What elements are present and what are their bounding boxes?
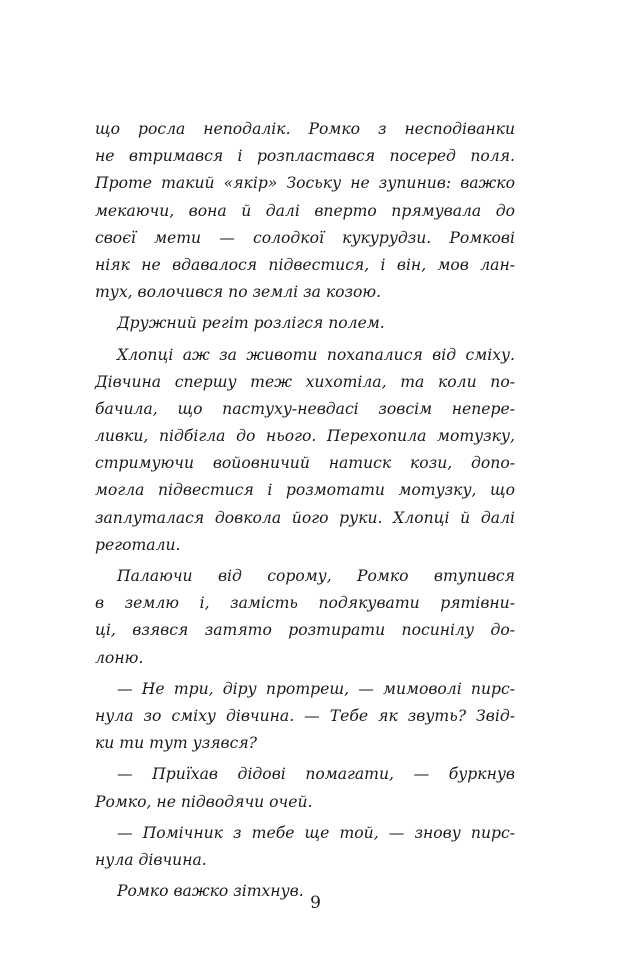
text-line: мекаючи, вона й далі вперто прямувала до — [95, 201, 515, 220]
text-line: нула дівчина. — [95, 850, 207, 869]
text-line: — Приїхав дідові помагати, — буркнув — [117, 765, 515, 784]
text-line: — Не три, діру протреш, — мимоволі пирс- — [117, 679, 515, 698]
text-line: своєї мети — солодкої кукурудзи. Ромкові — [95, 228, 515, 247]
text-line: ніяк не вдавалося підвестися, і він, мов лан- — [95, 255, 515, 274]
text-line: ки ти тут узявся? — [95, 734, 258, 753]
text-line: що росла неподалік. Ромко з несподіванки — [95, 120, 515, 138]
text-line: тух, волочився по землі за козою. — [95, 283, 382, 302]
text-line: Ромко важко зітхнув. — [117, 882, 304, 901]
text-line: бачила, що пастуху-невдасі зовсім непере- — [95, 399, 515, 418]
text-line: ливки, підбігла до нього. Перехопила мотузку, — [95, 427, 515, 446]
text-line: Дружний регіт розлігся полем. — [117, 314, 385, 333]
paragraph — [95, 676, 515, 758]
paragraph — [95, 820, 515, 874]
text-line: реготали. — [95, 535, 181, 554]
text-line: нула зо сміху дівчина. — Тебе як звуть? Звід- — [95, 706, 515, 725]
text-line: ці, взявся затято розтирати посинілу до- — [95, 621, 515, 640]
text-line: Дівчина спершу теж хихотіла, та коли по- — [95, 372, 515, 391]
text-line: заплуталася довкола його руки. Хлопці й далі — [95, 508, 515, 527]
text-line: Проте такий «якір» Зоську не зупинив: важко — [95, 174, 515, 193]
paragraph — [95, 761, 515, 815]
text-line: стримуючи войовничий натиск кози, допо- — [95, 454, 515, 473]
body-text — [95, 116, 515, 905]
text-line: Ромко, не підводячи очей. — [95, 792, 313, 811]
text-line: Хлопці аж за животи похапалися від сміху. — [117, 345, 515, 364]
paragraph — [95, 116, 515, 306]
paragraph — [95, 310, 515, 337]
text-line: в землю і, замість подякувати рятівни- — [95, 594, 515, 613]
text-line: могла підвестися і розмотати мотузку, що — [95, 481, 515, 500]
paragraph — [95, 342, 515, 560]
text-line: Палаючи від сорому, Ромко втупився — [117, 567, 515, 585]
paragraph — [95, 563, 515, 672]
page-number: 9 — [310, 893, 321, 913]
text-line: — Помічник з тебе ще той, — знову пирс- — [117, 823, 515, 842]
text-line: не втримався і розпластався посеред поля. — [95, 147, 515, 166]
text-line: лоню. — [95, 648, 144, 667]
